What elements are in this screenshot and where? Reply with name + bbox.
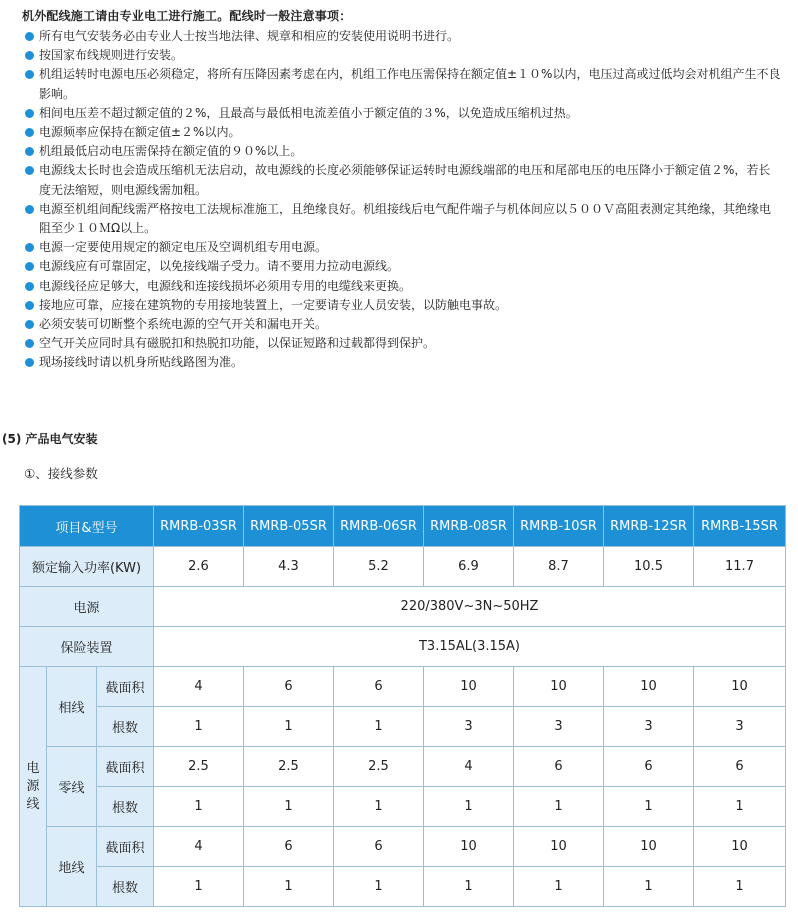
cable-area-value: 10 [694,667,786,707]
cable-count-value: 1 [694,787,786,827]
bullet-dot-icon [25,70,34,79]
note-item [22,27,782,46]
note-text: 相间电压差不超过额定值的２%，且最高与最低相电流差值小于额定值的３%，以免造成压缩机过热。 [39,105,578,120]
bullet-dot-icon [25,32,34,41]
cable-area-value: 4 [154,667,244,707]
bullet-dot-icon [25,358,34,367]
note-text: 机组运转时电源电压必须稳定，将所有压降因素考虑在内，机组工作电压需保持在额定值±１０%以内，电压过高或过低均会对机组产生不良影响。 [39,67,781,101]
note-text: 电源线应有可靠固定，以免接线端子受力。请不要用力拉动电源线。 [39,259,400,274]
cable-area-value: 2.5 [334,747,424,787]
cable-count-value: 1 [424,867,514,907]
cable-count-value: 1 [334,867,424,907]
cable-count-value: 1 [424,787,514,827]
cable-count-label: 根数 [97,867,154,907]
cable-label: 电源线 [20,667,47,907]
power-value: 5.2 [334,547,424,587]
note-item [22,353,782,372]
bullet-dot-icon [25,205,34,214]
bullet-dot-icon [25,262,34,271]
notes-heading: 机外配线施工请由专业电工进行施工。配线时一般注意事项： [22,9,352,23]
wiring-parameter-table [19,505,786,907]
cable-area-row [20,827,786,867]
cable-count-value: 1 [694,867,786,907]
cable-area-value: 6 [244,827,334,867]
cable-area-label: 截面积 [97,667,154,707]
cable-count-value: 1 [154,707,244,747]
cable-count-value: 3 [694,707,786,747]
cable-group-name: 地线 [47,827,97,907]
cable-area-value: 10 [604,667,694,707]
cable-area-value: 6 [334,667,424,707]
cable-area-value: 10 [514,827,604,867]
cable-count-label: 根数 [97,707,154,747]
cable-area-value: 10 [514,667,604,707]
note-text: 电源线径应足够大，电源线和连接线损坏必须用专用的电缆线来更换。 [39,278,412,293]
cable-area-row [20,667,786,707]
cable-count-value: 1 [244,867,334,907]
cable-count-value: 1 [334,787,424,827]
note-item [22,123,782,142]
model-header: RMRB-06SR [334,506,424,547]
note-item [22,334,782,353]
cable-count-value: 3 [604,707,694,747]
fuse-value: T3.15AL(3.15A) [154,627,786,667]
table-header-row [20,506,786,547]
cable-count-value: 1 [604,867,694,907]
note-item [22,142,782,161]
cable-area-value: 2.5 [244,747,334,787]
cable-count-value: 1 [154,787,244,827]
note-item [22,161,782,199]
note-item [22,257,782,276]
note-item [22,315,782,334]
bullet-dot-icon [25,320,34,329]
power-value: 10.5 [604,547,694,587]
header-label: 项目&型号 [20,506,154,547]
cable-area-value: 6 [334,827,424,867]
cable-group-name: 零线 [47,747,97,827]
cable-area-value: 4 [424,747,514,787]
note-item [22,200,782,238]
fuse-label: 保险装置 [20,627,154,667]
note-text: 按国家布线规则进行安装。 [39,48,184,63]
cable-area-label: 截面积 [97,827,154,867]
cable-count-value: 1 [604,787,694,827]
model-header: RMRB-12SR [604,506,694,547]
note-text: 机组最低启动电压需保持在额定值的９０%以上。 [39,144,303,159]
power-value: 11.7 [694,547,786,587]
note-text: 现场接线时请以机身所贴线路图为准。 [39,355,244,370]
cable-area-value: 6 [604,747,694,787]
fuse-row [20,627,786,667]
note-text: 必须安装可切断整个系统电源的空气开关和漏电开关。 [39,317,328,332]
cable-area-value: 6 [694,747,786,787]
cable-area-value: 10 [604,827,694,867]
note-item [22,277,782,296]
sub-title: ①、接线参数 [24,466,98,481]
cable-count-value: 1 [514,787,604,827]
cable-count-row [20,787,786,827]
bullet-dot-icon [25,282,34,291]
model-header: RMRB-05SR [244,506,334,547]
power-value: 2.6 [154,547,244,587]
bullet-dot-icon [25,109,34,118]
cable-count-value: 1 [154,867,244,907]
cable-count-value: 1 [244,707,334,747]
cable-area-row [20,747,786,787]
cable-area-label: 截面积 [97,747,154,787]
cable-area-value: 6 [244,667,334,707]
cable-count-row [20,867,786,907]
supply-value: 220/380V~3N~50HZ [154,587,786,627]
model-header: RMRB-08SR [424,506,514,547]
cable-area-value: 4 [154,827,244,867]
cable-area-value: 10 [694,827,786,867]
bullet-dot-icon [25,166,34,175]
cable-count-value: 1 [334,707,424,747]
power-value: 6.9 [424,547,514,587]
note-item [22,104,782,123]
model-header: RMRB-03SR [154,506,244,547]
cable-count-label: 根数 [97,787,154,827]
note-text: 电源一定要使用规定的额定电压及空调机组专用电源。 [39,240,328,255]
cable-count-value: 1 [244,787,334,827]
bullet-dot-icon [25,51,34,60]
note-text: 空气开关应同时具有磁脱扣和热脱扣功能，以保证短路和过载都得到保护。 [39,336,436,351]
cable-group-name: 相线 [47,667,97,747]
power-value: 4.3 [244,547,334,587]
bullet-dot-icon [25,301,34,310]
cable-area-value: 2.5 [154,747,244,787]
bullet-dot-icon [25,243,34,252]
cable-area-value: 6 [514,747,604,787]
cable-count-row [20,707,786,747]
bullet-dot-icon [25,128,34,137]
note-text: 电源至机组间配线需严格按电工法规标准施工，且绝缘良好。机组接线后电气配件端子与机体间应以５００Ｖ高阻表测定其绝缘，其绝缘电阻至少１０ＭΩ以上。 [39,201,772,236]
model-header: RMRB-15SR [694,506,786,547]
cable-count-value: 3 [514,707,604,747]
note-item [22,296,782,315]
note-item [22,238,782,257]
note-text: 所有电气安装务必由专业人士按当地法律、规章和相应的安装使用说明书进行。 [39,29,460,43]
note-item [22,46,782,65]
note-item [22,65,782,103]
bullet-dot-icon [25,339,34,348]
note-text: 电源频率应保持在额定值±２%以内。 [39,125,241,140]
cable-count-value: 3 [424,707,514,747]
note-text: 电源线太长时也会造成压缩机无法启动，故电源线的长度必须能够保证运转时电源线端部的电压和尾部电压的电压降小于额定值２%，若长度无法缩短，则电源线需加粗。 [39,163,771,197]
power-label: 额定输入功率(KW) [20,547,154,587]
cable-area-value: 10 [424,667,514,707]
cable-count-value: 1 [514,867,604,907]
cable-area-value: 10 [424,827,514,867]
supply-label: 电源 [20,587,154,627]
power-row [20,547,786,587]
supply-row [20,587,786,627]
bullet-dot-icon [25,147,34,156]
power-value: 8.7 [514,547,604,587]
notes-list [22,27,782,373]
section-title: (5) 产品电气安装 [2,432,98,446]
model-header: RMRB-10SR [514,506,604,547]
note-text: 接地应可靠，应接在建筑物的专用接地装置上，一定要请专业人员安装，以防触电事故。 [39,297,508,312]
